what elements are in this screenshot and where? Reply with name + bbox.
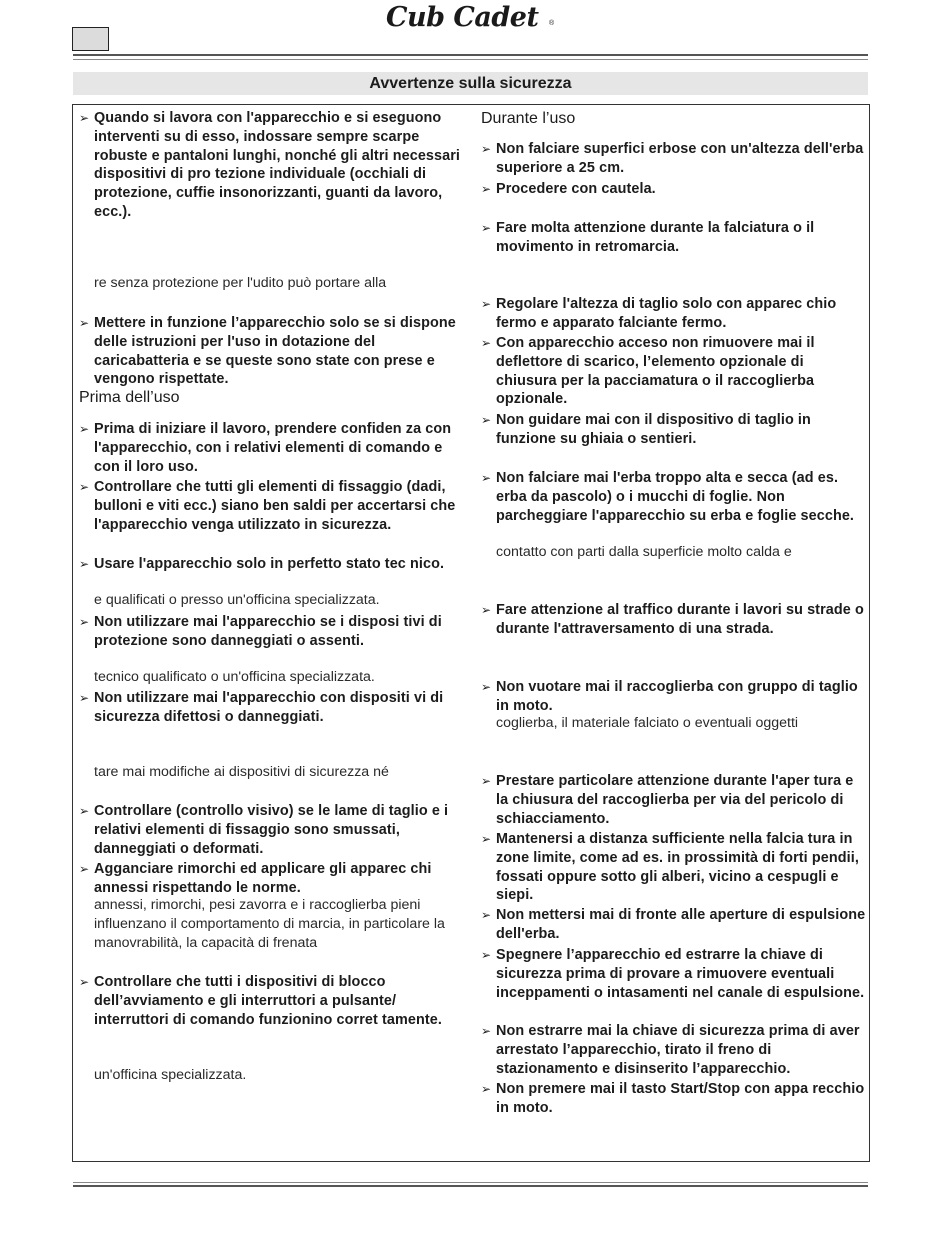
list-item [481, 946, 866, 1002]
item-text: Non estrarre mai la chiave di sicurezza prima di aver arrestato l’apparecchio, tirato il freno di stazionamento e disinserito l’apparecchio. [496, 1023, 860, 1077]
list-item [481, 469, 866, 525]
item-text: Mettere in funzione l’apparecchio solo se si dispone delle istruzioni per l'uso in dotazione del caricabatteria e se queste sono state con prese e vengono rispettate. [94, 315, 456, 388]
item-text: Non falciare mai l'erba troppo alta e secca (ad es. erba da pascolo) o i mucchi di foglie. Non parcheggiare l'apparecchio su erba e foglie secche. [496, 470, 855, 524]
item-text: Fare molta attenzione durante la falciatura o il movimento in retromarcia. [496, 220, 815, 255]
heading-during-use: Durante l’uso [481, 110, 576, 127]
bullet-arrow-icon: ➢ [79, 862, 90, 876]
bullet-arrow-icon: ➢ [79, 615, 90, 629]
list-item [481, 601, 866, 639]
item-text: Non guidare mai con il dispositivo di taglio in funzione su ghiaia o sentieri. [496, 412, 811, 447]
item-text: Non mettersi mai di fronte alle aperture di espulsione dell'erba. [496, 907, 866, 942]
item-text: Agganciare rimorchi ed applicare gli apparec chi annessi rispettando le norme. [94, 861, 432, 896]
footer-rule [73, 1185, 868, 1187]
note-text: annessi, rimorchi, pesi zavorra e i raccoglierba pieni influenzano il comportamento di marcia, in particolare la manovrabilità, la capacità di frenata [94, 897, 445, 951]
list-item [481, 180, 866, 199]
bullet-arrow-icon: ➢ [481, 832, 492, 846]
bullet-arrow-icon: ➢ [79, 422, 90, 436]
note-text: contatto con parti dalla superficie molto calda e [496, 544, 792, 560]
heading-before-use: Prima dell’uso [79, 389, 180, 406]
item-text: Non falciare superfici erbose con un'altezza dell'erba superiore a 25 cm. [496, 141, 864, 176]
list-item [79, 314, 467, 389]
list-item [79, 973, 467, 1029]
bullet-arrow-icon: ➢ [79, 480, 90, 494]
list-item [481, 772, 866, 828]
note-text: tare mai modifiche ai dispositivi di sicurezza né [94, 764, 389, 780]
list-item [481, 1080, 866, 1118]
list-item [481, 334, 866, 409]
item-text: Non utilizzare mai l'apparecchio con dispositi vi di sicurezza difettosi o danneggiati. [94, 690, 444, 725]
bullet-arrow-icon: ➢ [481, 603, 492, 617]
item-text: Controllare che tutti gli elementi di fissaggio (dadi, bulloni e viti ecc.) siano ben saldi per accertarsi che l'apparecchio venga utilizzato in sicurezza. [94, 479, 456, 533]
page-number-box [72, 27, 109, 51]
bullet-arrow-icon: ➢ [481, 908, 492, 922]
bullet-arrow-icon: ➢ [79, 691, 90, 705]
bullet-arrow-icon: ➢ [481, 471, 492, 485]
bullet-arrow-icon: ➢ [79, 111, 90, 125]
list-item [79, 478, 467, 534]
header-rule-thin [73, 59, 868, 60]
bullet-arrow-icon: ➢ [79, 316, 90, 330]
bullet-arrow-icon: ➢ [481, 680, 492, 694]
list-item [481, 1022, 866, 1078]
list-item [481, 906, 866, 944]
note-text: tecnico qualificato o un'officina specializzata. [94, 669, 375, 685]
list-item [79, 109, 467, 222]
registered-mark: ® [549, 20, 555, 27]
bullet-arrow-icon: ➢ [481, 774, 492, 788]
list-item [79, 420, 467, 476]
bullet-arrow-icon: ➢ [481, 413, 492, 427]
item-text: Prima di iniziare il lavoro, prendere confiden za con l'apparecchio, con i relativi elementi di comando e con il loro uso. [94, 421, 452, 475]
item-text: Mantenersi a distanza sufficiente nella falcia tura in zone limite, come ad es. in prossimità di forti pendii, fossati oppure sotto gli alberi, vicino a cespugli e siepi. [496, 831, 859, 904]
list-item [79, 689, 467, 727]
note-text: re senza protezione per l'udito può portare alla [94, 275, 387, 291]
item-text: Con apparecchio acceso non rimuovere mai il deflettore di scarico, l’elemento opzionale di chiusura per la pacciamatura o il raccoglierba opzionale. [496, 335, 815, 408]
bullet-arrow-icon: ➢ [79, 975, 90, 989]
bullet-arrow-icon: ➢ [79, 804, 90, 818]
item-text: Spegnere l’apparecchio ed estrarre la chiave di sicurezza prima di provare a rimuovere eventuali inceppamenti o intasamenti nel canale di espulsione. [496, 947, 865, 1001]
bullet-arrow-icon: ➢ [481, 297, 492, 311]
bullet-arrow-icon: ➢ [481, 336, 492, 350]
bullet-arrow-icon: ➢ [481, 142, 492, 156]
list-item [481, 219, 866, 257]
section-title: Avvertenze sulla sicurezza [73, 72, 868, 95]
item-text: Non premere mai il tasto Start/Stop con appa recchio in moto. [496, 1081, 865, 1116]
bullet-arrow-icon: ➢ [481, 948, 492, 962]
footer-rule-thin [73, 1182, 868, 1183]
bullet-arrow-icon: ➢ [481, 1024, 492, 1038]
item-text: Regolare l'altezza di taglio solo con apparec chio fermo e apparato falciante fermo. [496, 296, 837, 331]
bullet-arrow-icon: ➢ [481, 221, 492, 235]
note-text: e qualificati o presso un'officina specializzata. [94, 592, 380, 608]
header-rule [73, 54, 868, 56]
item-text: Quando si lavora con l'apparecchio e si eseguono interventi su di esso, indossare sempre scarpe robuste e pantaloni lunghi, nonché gli altri necessari dispositivi di pro tezione individuale (occhiali di protezione, cuffie insonorizzanti, guanti da lavoro, ecc.). [94, 110, 461, 220]
bullet-arrow-icon: ➢ [481, 182, 492, 196]
item-text: Usare l'apparecchio solo in perfetto stato tec nico. [94, 556, 445, 572]
brand-logo: Cub Cadet [386, 2, 539, 33]
item-text: Non vuotare mai il raccoglierba con gruppo di taglio in moto. [496, 679, 858, 714]
note-text: coglierba, il materiale falciato o eventuali oggetti [496, 715, 799, 731]
list-item [481, 411, 866, 449]
item-text: Non utilizzare mai l'apparecchio se i disposi tivi di protezione sono danneggiati o assenti. [94, 614, 442, 649]
item-text: Procedere con cautela. [496, 181, 656, 197]
list-item [79, 802, 467, 858]
list-item [481, 678, 866, 716]
item-text: Controllare (controllo visivo) se le lame di taglio e i relativi elementi di fissaggio sono smussati, danneggiati o deformati. [94, 803, 449, 857]
list-item [79, 860, 467, 898]
item-text: Prestare particolare attenzione durante l'aper tura e la chiusura del raccoglierba per via del pericolo di schiacciamento. [496, 773, 854, 827]
list-item [79, 613, 467, 651]
list-item [481, 830, 866, 905]
list-item [481, 295, 866, 333]
bullet-arrow-icon: ➢ [79, 557, 90, 571]
item-text: Fare attenzione al traffico durante i lavori su strade o durante l'attraversamento di una strada. [496, 602, 864, 637]
note-text: un'officina specializzata. [94, 1067, 247, 1083]
bullet-arrow-icon: ➢ [481, 1082, 492, 1096]
list-item [481, 140, 866, 178]
list-item [79, 555, 467, 574]
item-text: Controllare che tutti i dispositivi di blocco dell’avviamento e gli interruttori a pulsante/ interruttori di comando funzionino corret tamente. [94, 974, 442, 1028]
